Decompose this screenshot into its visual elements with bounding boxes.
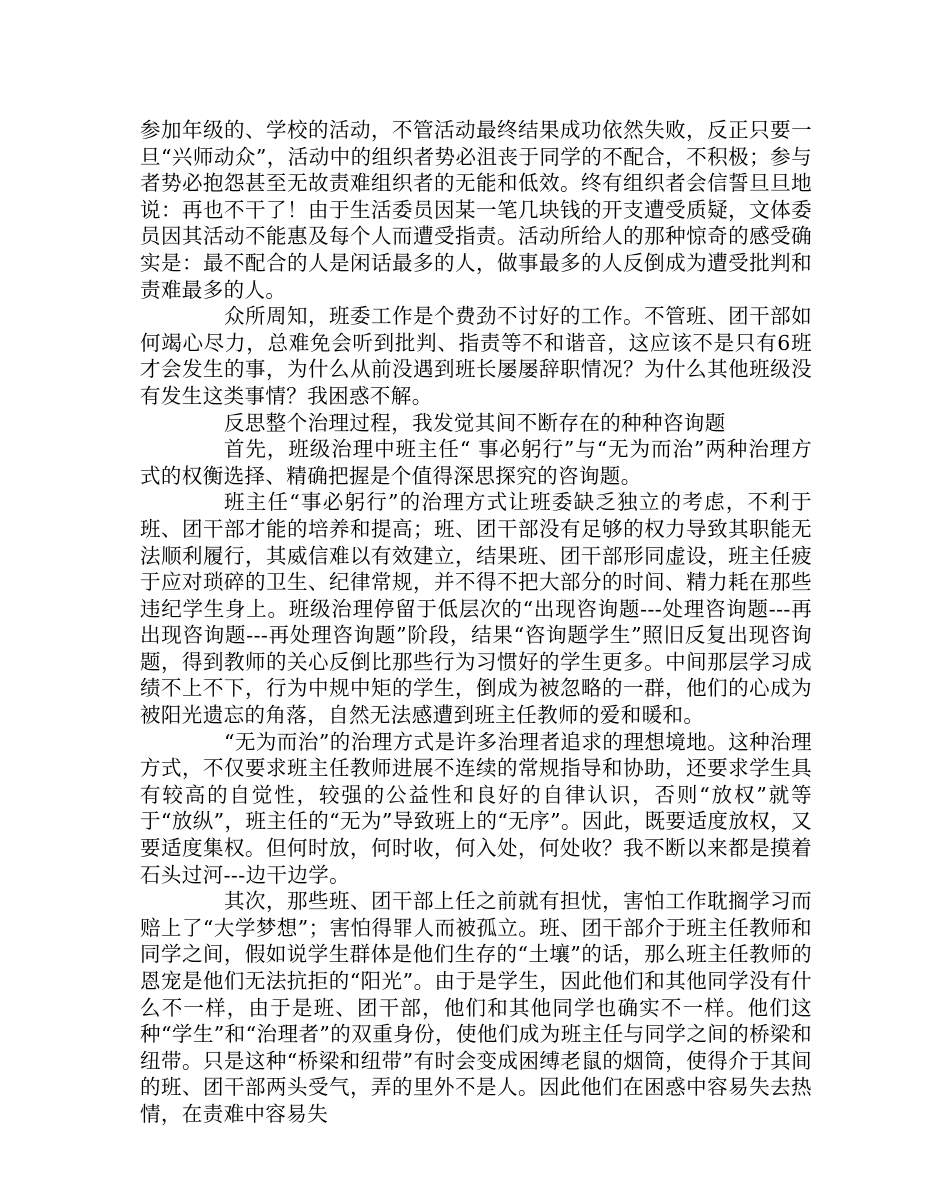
paragraph-wuwei-management: “无为而治”的治理方式是许多治理者追求的理想境地。这种治理方式，不仅要求班主任教师进展不连续的常规指导和协助，还要求学生具有较高的自觉性，较强的公益性和良好的自律认识，否则“放权”就等于“放纵”，班主任的“无为”导致班上的“无序”。因此，既要适度放权，又要适度集权。但何时放，何时收，何入处，何处收？我不断以来都是摸着石头过河---边干边学。 [140, 729, 812, 887]
paragraph-reflection: 反思整个治理过程，我发觉其间不断存在的种种咨询题 [224, 410, 726, 435]
paragraph-first-point: 首先，班级治理中班主任“ 事必躬行”与“无为而治”两种治理方式的权衡选择、精确把握是个值得深思探究的咨询题。 [140, 437, 812, 488]
paragraph-hands-on-management: 班主任“事必躬行”的治理方式让班委缺乏独立的考虑，不利于班、团干部才能的培养和提高；班、团干部没有足够的权力导致其职能无法顺利履行，其威信难以有效建立，结果班、团干部形同虚设，班主任疲于应对琐碎的卫生、纪律常规，并不得不把大部分的时间、精力耗在那些违纪学生身上。班级治理停留于低层次的“出现咨询题---处理咨询题---再出现咨询题---再处理咨询题”阶段，结果“咨询题学生”照旧反复出现咨询题，得到教师的关心反倒比那些行为习惯好的学生更多。中间那层学习成绩不上不下，行为中规中矩的学生，倒成为被忽略的一群，他们的心成为被阳光遗忘的角落，自然无法感遭到班主任教师的爱和暖和。 [140, 490, 812, 728]
paragraph-activities: 参加年级的、学校的活动，不管活动最终结果成功依然失败，反正只要一旦“兴师动众”，活动中的组织者势必沮丧于同学的不配合，不积极；参与者势必抱怨甚至无故责难组织者的无能和低效。终有组织者会信誓旦旦地说：再也不干了！由于生活委员因某一笔几块钱的开支遭受质疑，文体委员因其活动不能惠及每个人而遭受指责。活动所给人的那种惊奇的感受确实是：最不配合的人是闲话最多的人，做事最多的人反倒成为遭受批判和责难最多的人。 [140, 118, 812, 302]
document-body [140, 117, 812, 1128]
paragraph-second-point: 其次，那些班、团干部上任之前就有担忧，害怕工作耽搁学习而赔上了“大学梦想”；害怕得罪人而被孤立。班、团干部介于班主任教师和同学之间，假如说学生群体是他们生存的“土壤”的话，那么班主任教师的恩宠是他们无法抗拒的“阳光”。由于是学生，因此他们和其他同学没有什么不一样，由于是班、团干部，他们和其他同学也确实不一样。他们这种“学生”和“治理者”的双重身份，使他们成为班主任与同学之间的桥梁和纽带。只是这种“桥梁和纽带”有时会变成困缚老鼠的烟筒，使得介于其间的班、团干部两头受气，弄的里外不是人。因此他们在困惑中容易失去热情，在责难中容易失 [140, 889, 812, 1126]
paragraph-class-committee: 众所周知，班委工作是个费劲不讨好的工作。不管班、团干部如何竭心尽力，总难免会听到批判、指责等不和谐音，这应该不是只有6班才会发生的事，为什么从前没遇到班长屡屡辞职情况？为什么其他班级没有发生这类事情？我困惑不解。 [140, 304, 812, 408]
